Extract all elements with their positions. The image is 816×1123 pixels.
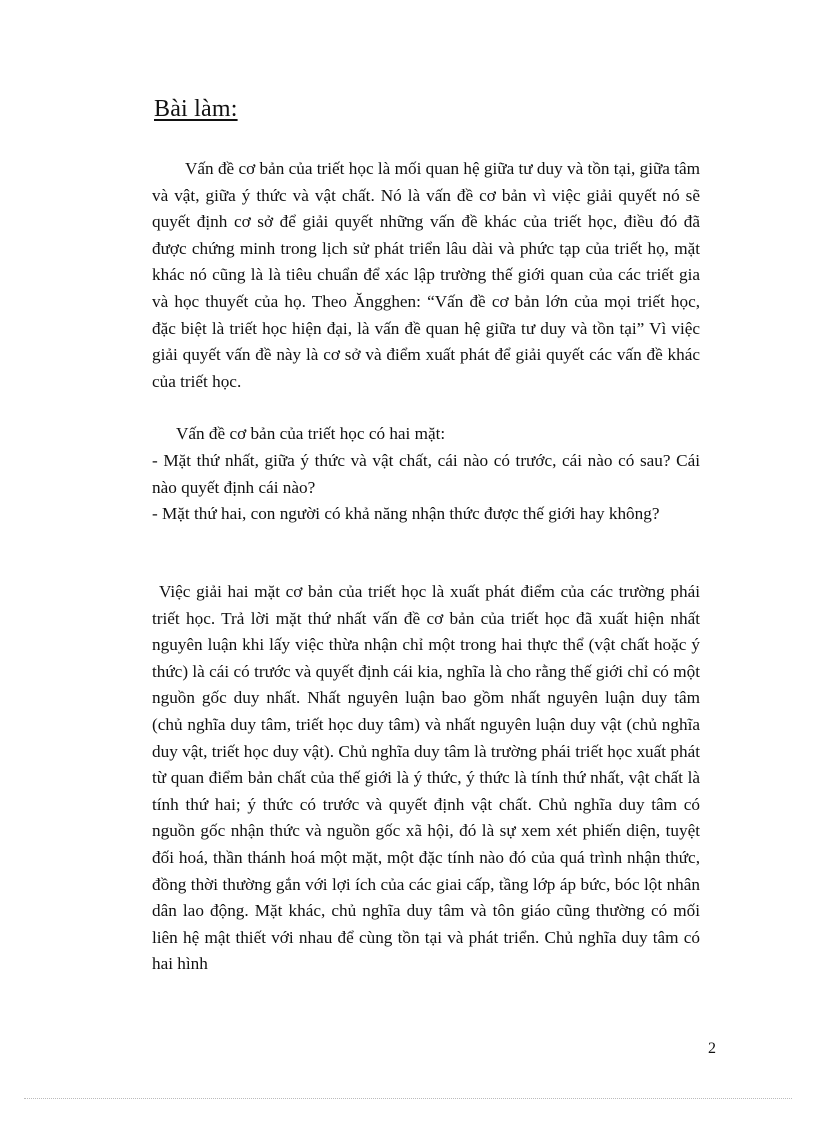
list-item-aspect-one: - Mặt thứ nhất, giữa ý thức và vật chất, cái nào có trước, cái nào có sau? Cái nào quyết định cái nào? xyxy=(152,451,700,497)
paragraph-two-aspects: Vấn đề cơ bản của triết học có hai mặt: xyxy=(176,424,446,443)
list-item-aspect-two: - Mặt thứ hai, con người có khả năng nhận thức được thế giới hay không? xyxy=(152,504,660,523)
footer-divider xyxy=(24,1098,792,1099)
page-number: 2 xyxy=(708,1040,716,1057)
section-heading: Bài làm: xyxy=(154,96,238,122)
paragraph-monism: Việc giải hai mặt cơ bản của triết học là xuất phát điểm của các trường phái triết học. Trả lời mặt thứ nhất vấn đề cơ bản của triết học đã xuất hiện nhất nguyên luận khi lấy việc thừa nhận chỉ một trong hai thực thể (vật chất hoặc ý thức) là cái có trước và quyết định cái kia, nghĩa là cho rằng thế giới chỉ có một nguồn gốc duy nhất. Nhất nguyên luận bao gồm nhất nguyên luận duy tâm (chủ nghĩa duy tâm, triết học duy tâm) và nhất nguyên luận duy vật (chủ nghĩa duy vật, triết học duy vật). Chủ nghĩa duy tâm là trường phái triết học xuất phát từ quan điểm bản chất của thế giới là ý thức, ý thức là tính thứ nhất, vật chất là tính thứ hai; ý thức có trước và quyết định vật chất. Chủ nghĩa duy tâm có nguồn gốc nhận thức và nguồn gốc xã hội, đó là sự xem xét phiến diện, tuyệt đối hoá, thần thánh hoá một mặt, một đặc tính nào đó của quá trình nhận thức, đồng thời thường gắn với lợi ích của các giai cấp, tầng lớp áp bức, bóc lột nhân dân lao động. Mặt khác, chủ nghĩa duy tâm và tôn giáo cũng thường có mối liên hệ mật thiết với nhau để cùng tồn tại và phát triển. Chủ nghĩa duy tâm có hai hình xyxy=(152,582,700,974)
paragraph-intro: Vấn đề cơ bản của triết học là mối quan hệ giữa tư duy và tồn tại, giữa tâm và vật, giữa ý thức và vật chất. Nó là vấn đề cơ bản vì việc giải quyết nó sẽ quyết định cơ sở để giải quyết những vấn đề khác của triết học, điều đó đã được chứng minh trong lịch sử phát triển lâu dài và phức tạp của triết họ, mặt khác nó cũng là là tiêu chuẩn để xác lập trường thế giới quan của các triết gia và học thuyết của họ. Theo Ăngghen: “Vấn đề cơ bản lớn của mọi triết học, đặc biệt là triết học hiện đại, là vấn đề quan hệ giữa tư duy và tồn tại” Vì việc giải quyết vấn đề này là cơ sở và điểm xuất phát để giải quyết các vấn đề khác của triết học. xyxy=(152,159,700,391)
